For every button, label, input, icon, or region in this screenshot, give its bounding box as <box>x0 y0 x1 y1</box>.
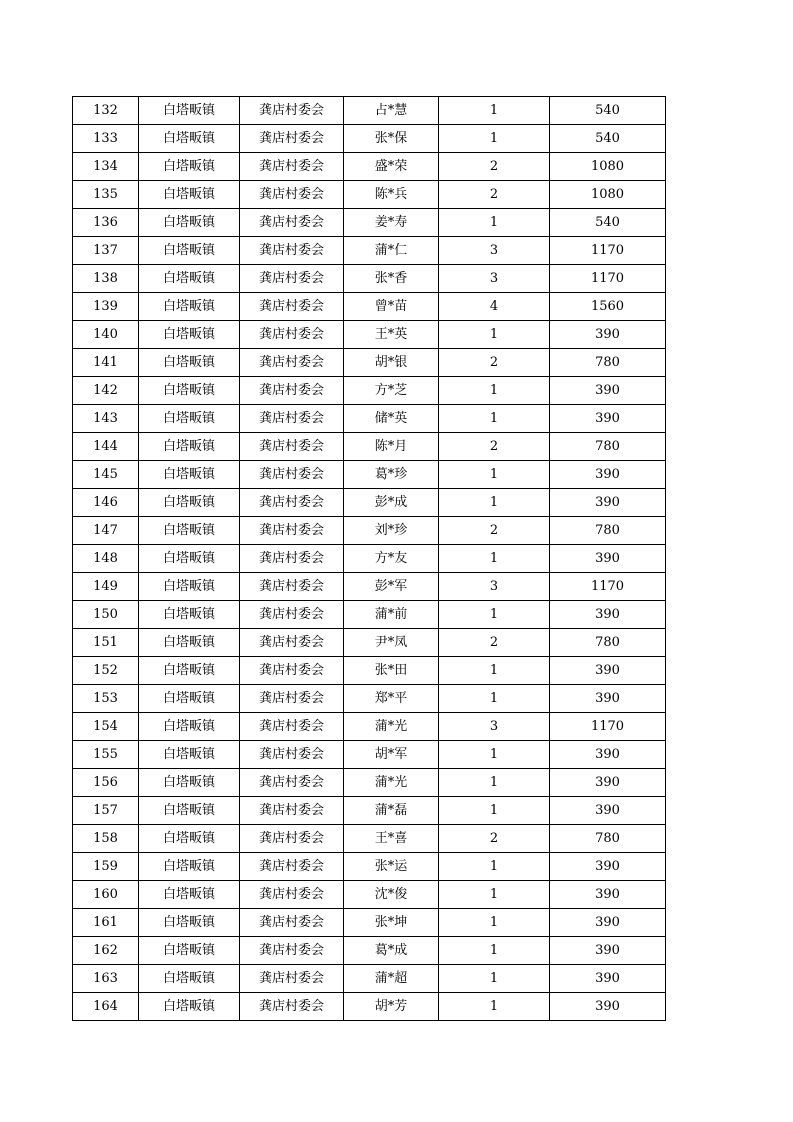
amount-cell: 390 <box>550 797 666 825</box>
table-row <box>73 545 666 573</box>
town-cell: 白塔畈镇 <box>139 181 240 209</box>
town-cell: 白塔畈镇 <box>139 265 240 293</box>
row-number-cell: 164 <box>73 993 139 1021</box>
household-count-cell: 1 <box>439 937 550 965</box>
amount-cell: 540 <box>550 209 666 237</box>
table-row <box>73 321 666 349</box>
row-number-cell: 132 <box>73 97 139 125</box>
amount-cell: 390 <box>550 965 666 993</box>
amount-cell: 390 <box>550 741 666 769</box>
town-cell: 白塔畈镇 <box>139 797 240 825</box>
village-committee-cell: 龚店村委会 <box>240 181 344 209</box>
amount-cell: 540 <box>550 97 666 125</box>
village-committee-cell: 龚店村委会 <box>240 685 344 713</box>
town-cell: 白塔畈镇 <box>139 993 240 1021</box>
household-count-cell: 1 <box>439 461 550 489</box>
town-cell: 白塔畈镇 <box>139 769 240 797</box>
table-row <box>73 937 666 965</box>
table-row <box>73 517 666 545</box>
table-row <box>73 405 666 433</box>
village-committee-cell: 龚店村委会 <box>240 321 344 349</box>
row-number-cell: 162 <box>73 937 139 965</box>
amount-cell: 390 <box>550 321 666 349</box>
amount-cell: 540 <box>550 125 666 153</box>
village-committee-cell: 龚店村委会 <box>240 797 344 825</box>
person-name-cell: 郑*平 <box>344 685 439 713</box>
town-cell: 白塔畈镇 <box>139 881 240 909</box>
household-count-cell: 1 <box>439 909 550 937</box>
table-row <box>73 657 666 685</box>
table-row <box>73 769 666 797</box>
row-number-cell: 138 <box>73 265 139 293</box>
person-name-cell: 葛*珍 <box>344 461 439 489</box>
town-cell: 白塔畈镇 <box>139 573 240 601</box>
household-count-cell: 1 <box>439 377 550 405</box>
town-cell: 白塔畈镇 <box>139 461 240 489</box>
person-name-cell: 张*香 <box>344 265 439 293</box>
person-name-cell: 蒲*光 <box>344 713 439 741</box>
household-count-cell: 1 <box>439 97 550 125</box>
town-cell: 白塔畈镇 <box>139 629 240 657</box>
town-cell: 白塔畈镇 <box>139 293 240 321</box>
person-name-cell: 刘*珍 <box>344 517 439 545</box>
amount-cell: 780 <box>550 825 666 853</box>
village-committee-cell: 龚店村委会 <box>240 573 344 601</box>
household-count-cell: 4 <box>439 293 550 321</box>
row-number-cell: 154 <box>73 713 139 741</box>
table-row <box>73 125 666 153</box>
amount-cell: 390 <box>550 937 666 965</box>
household-count-cell: 2 <box>439 153 550 181</box>
row-number-cell: 161 <box>73 909 139 937</box>
row-number-cell: 133 <box>73 125 139 153</box>
person-name-cell: 陈*兵 <box>344 181 439 209</box>
town-cell: 白塔畈镇 <box>139 405 240 433</box>
row-number-cell: 143 <box>73 405 139 433</box>
household-count-cell: 2 <box>439 629 550 657</box>
row-number-cell: 158 <box>73 825 139 853</box>
household-count-cell: 3 <box>439 713 550 741</box>
town-cell: 白塔畈镇 <box>139 965 240 993</box>
row-number-cell: 149 <box>73 573 139 601</box>
row-number-cell: 150 <box>73 601 139 629</box>
table-row <box>73 881 666 909</box>
table-row <box>73 209 666 237</box>
household-count-cell: 1 <box>439 965 550 993</box>
person-name-cell: 姜*寿 <box>344 209 439 237</box>
person-name-cell: 方*芝 <box>344 377 439 405</box>
amount-cell: 780 <box>550 349 666 377</box>
person-name-cell: 葛*成 <box>344 937 439 965</box>
amount-cell: 1170 <box>550 237 666 265</box>
table-row <box>73 293 666 321</box>
table-row <box>73 349 666 377</box>
person-name-cell: 胡*芳 <box>344 993 439 1021</box>
town-cell: 白塔畈镇 <box>139 741 240 769</box>
row-number-cell: 145 <box>73 461 139 489</box>
person-name-cell: 占*慧 <box>344 97 439 125</box>
row-number-cell: 148 <box>73 545 139 573</box>
table-row <box>73 97 666 125</box>
amount-cell: 780 <box>550 433 666 461</box>
village-committee-cell: 龚店村委会 <box>240 629 344 657</box>
row-number-cell: 136 <box>73 209 139 237</box>
amount-cell: 780 <box>550 517 666 545</box>
village-committee-cell: 龚店村委会 <box>240 377 344 405</box>
person-name-cell: 储*英 <box>344 405 439 433</box>
row-number-cell: 156 <box>73 769 139 797</box>
town-cell: 白塔畈镇 <box>139 825 240 853</box>
amount-cell: 390 <box>550 853 666 881</box>
row-number-cell: 142 <box>73 377 139 405</box>
table-row <box>73 237 666 265</box>
village-committee-cell: 龚店村委会 <box>240 293 344 321</box>
amount-cell: 390 <box>550 489 666 517</box>
town-cell: 白塔畈镇 <box>139 517 240 545</box>
row-number-cell: 140 <box>73 321 139 349</box>
village-committee-cell: 龚店村委会 <box>240 349 344 377</box>
person-name-cell: 王*喜 <box>344 825 439 853</box>
subsidy-roster-table <box>72 96 666 1021</box>
village-committee-cell: 龚店村委会 <box>240 209 344 237</box>
person-name-cell: 蒲*光 <box>344 769 439 797</box>
village-committee-cell: 龚店村委会 <box>240 741 344 769</box>
row-number-cell: 147 <box>73 517 139 545</box>
person-name-cell: 胡*银 <box>344 349 439 377</box>
village-committee-cell: 龚店村委会 <box>240 965 344 993</box>
household-count-cell: 1 <box>439 601 550 629</box>
table-row <box>73 377 666 405</box>
person-name-cell: 张*运 <box>344 853 439 881</box>
table-row <box>73 853 666 881</box>
village-committee-cell: 龚店村委会 <box>240 993 344 1021</box>
household-count-cell: 1 <box>439 769 550 797</box>
town-cell: 白塔畈镇 <box>139 237 240 265</box>
town-cell: 白塔畈镇 <box>139 853 240 881</box>
amount-cell: 390 <box>550 545 666 573</box>
table-row <box>73 741 666 769</box>
village-committee-cell: 龚店村委会 <box>240 853 344 881</box>
town-cell: 白塔畈镇 <box>139 153 240 181</box>
village-committee-cell: 龚店村委会 <box>240 153 344 181</box>
amount-cell: 390 <box>550 461 666 489</box>
amount-cell: 390 <box>550 769 666 797</box>
table-row <box>73 489 666 517</box>
amount-cell: 390 <box>550 377 666 405</box>
town-cell: 白塔畈镇 <box>139 713 240 741</box>
village-committee-cell: 龚店村委会 <box>240 405 344 433</box>
town-cell: 白塔畈镇 <box>139 489 240 517</box>
household-count-cell: 1 <box>439 797 550 825</box>
village-committee-cell: 龚店村委会 <box>240 601 344 629</box>
town-cell: 白塔畈镇 <box>139 321 240 349</box>
person-name-cell: 尹*凤 <box>344 629 439 657</box>
amount-cell: 1080 <box>550 153 666 181</box>
household-count-cell: 3 <box>439 573 550 601</box>
household-count-cell: 1 <box>439 657 550 685</box>
village-committee-cell: 龚店村委会 <box>240 769 344 797</box>
village-committee-cell: 龚店村委会 <box>240 97 344 125</box>
person-name-cell: 沈*俊 <box>344 881 439 909</box>
row-number-cell: 141 <box>73 349 139 377</box>
household-count-cell: 1 <box>439 881 550 909</box>
row-number-cell: 163 <box>73 965 139 993</box>
village-committee-cell: 龚店村委会 <box>240 545 344 573</box>
town-cell: 白塔畈镇 <box>139 209 240 237</box>
table-row <box>73 601 666 629</box>
village-committee-cell: 龚店村委会 <box>240 461 344 489</box>
household-count-cell: 1 <box>439 685 550 713</box>
household-count-cell: 2 <box>439 349 550 377</box>
village-committee-cell: 龚店村委会 <box>240 433 344 461</box>
row-number-cell: 134 <box>73 153 139 181</box>
person-name-cell: 张*保 <box>344 125 439 153</box>
table-row <box>73 797 666 825</box>
town-cell: 白塔畈镇 <box>139 545 240 573</box>
household-count-cell: 3 <box>439 265 550 293</box>
row-number-cell: 137 <box>73 237 139 265</box>
amount-cell: 1170 <box>550 573 666 601</box>
town-cell: 白塔畈镇 <box>139 657 240 685</box>
person-name-cell: 蒲*前 <box>344 601 439 629</box>
table-row <box>73 265 666 293</box>
household-count-cell: 2 <box>439 181 550 209</box>
table-row <box>73 181 666 209</box>
row-number-cell: 144 <box>73 433 139 461</box>
row-number-cell: 139 <box>73 293 139 321</box>
village-committee-cell: 龚店村委会 <box>240 713 344 741</box>
village-committee-cell: 龚店村委会 <box>240 881 344 909</box>
village-committee-cell: 龚店村委会 <box>240 125 344 153</box>
row-number-cell: 153 <box>73 685 139 713</box>
village-committee-cell: 龚店村委会 <box>240 657 344 685</box>
row-number-cell: 146 <box>73 489 139 517</box>
town-cell: 白塔畈镇 <box>139 97 240 125</box>
amount-cell: 1170 <box>550 713 666 741</box>
row-number-cell: 152 <box>73 657 139 685</box>
amount-cell: 1170 <box>550 265 666 293</box>
town-cell: 白塔畈镇 <box>139 349 240 377</box>
village-committee-cell: 龚店村委会 <box>240 825 344 853</box>
amount-cell: 780 <box>550 629 666 657</box>
person-name-cell: 陈*月 <box>344 433 439 461</box>
village-committee-cell: 龚店村委会 <box>240 265 344 293</box>
town-cell: 白塔畈镇 <box>139 377 240 405</box>
village-committee-cell: 龚店村委会 <box>240 517 344 545</box>
household-count-cell: 1 <box>439 993 550 1021</box>
town-cell: 白塔畈镇 <box>139 909 240 937</box>
person-name-cell: 蒲*超 <box>344 965 439 993</box>
person-name-cell: 蒲*磊 <box>344 797 439 825</box>
roster-table-body <box>73 97 666 1021</box>
table-row <box>73 629 666 657</box>
town-cell: 白塔畈镇 <box>139 601 240 629</box>
amount-cell: 390 <box>550 405 666 433</box>
table-row <box>73 153 666 181</box>
village-committee-cell: 龚店村委会 <box>240 937 344 965</box>
person-name-cell: 胡*军 <box>344 741 439 769</box>
person-name-cell: 彭*军 <box>344 573 439 601</box>
table-row <box>73 573 666 601</box>
amount-cell: 390 <box>550 685 666 713</box>
person-name-cell: 蒲*仁 <box>344 237 439 265</box>
row-number-cell: 157 <box>73 797 139 825</box>
household-count-cell: 1 <box>439 405 550 433</box>
row-number-cell: 155 <box>73 741 139 769</box>
village-committee-cell: 龚店村委会 <box>240 909 344 937</box>
household-count-cell: 2 <box>439 825 550 853</box>
person-name-cell: 张*田 <box>344 657 439 685</box>
row-number-cell: 135 <box>73 181 139 209</box>
amount-cell: 390 <box>550 881 666 909</box>
household-count-cell: 2 <box>439 433 550 461</box>
person-name-cell: 方*友 <box>344 545 439 573</box>
town-cell: 白塔畈镇 <box>139 125 240 153</box>
household-count-cell: 1 <box>439 125 550 153</box>
person-name-cell: 曾*苗 <box>344 293 439 321</box>
table-row <box>73 993 666 1021</box>
row-number-cell: 160 <box>73 881 139 909</box>
household-count-cell: 3 <box>439 237 550 265</box>
town-cell: 白塔畈镇 <box>139 685 240 713</box>
row-number-cell: 151 <box>73 629 139 657</box>
household-count-cell: 1 <box>439 489 550 517</box>
amount-cell: 390 <box>550 657 666 685</box>
amount-cell: 1560 <box>550 293 666 321</box>
household-count-cell: 1 <box>439 209 550 237</box>
table-row <box>73 685 666 713</box>
household-count-cell: 1 <box>439 545 550 573</box>
village-committee-cell: 龚店村委会 <box>240 489 344 517</box>
person-name-cell: 盛*荣 <box>344 153 439 181</box>
town-cell: 白塔畈镇 <box>139 937 240 965</box>
village-committee-cell: 龚店村委会 <box>240 237 344 265</box>
person-name-cell: 张*坤 <box>344 909 439 937</box>
person-name-cell: 彭*成 <box>344 489 439 517</box>
row-number-cell: 159 <box>73 853 139 881</box>
household-count-cell: 1 <box>439 741 550 769</box>
town-cell: 白塔畈镇 <box>139 433 240 461</box>
household-count-cell: 2 <box>439 517 550 545</box>
household-count-cell: 1 <box>439 321 550 349</box>
amount-cell: 390 <box>550 993 666 1021</box>
table-row <box>73 461 666 489</box>
amount-cell: 390 <box>550 601 666 629</box>
table-row <box>73 713 666 741</box>
household-count-cell: 1 <box>439 853 550 881</box>
table-row <box>73 433 666 461</box>
table-row <box>73 909 666 937</box>
amount-cell: 1080 <box>550 181 666 209</box>
table-row <box>73 965 666 993</box>
person-name-cell: 王*英 <box>344 321 439 349</box>
amount-cell: 390 <box>550 909 666 937</box>
table-row <box>73 825 666 853</box>
